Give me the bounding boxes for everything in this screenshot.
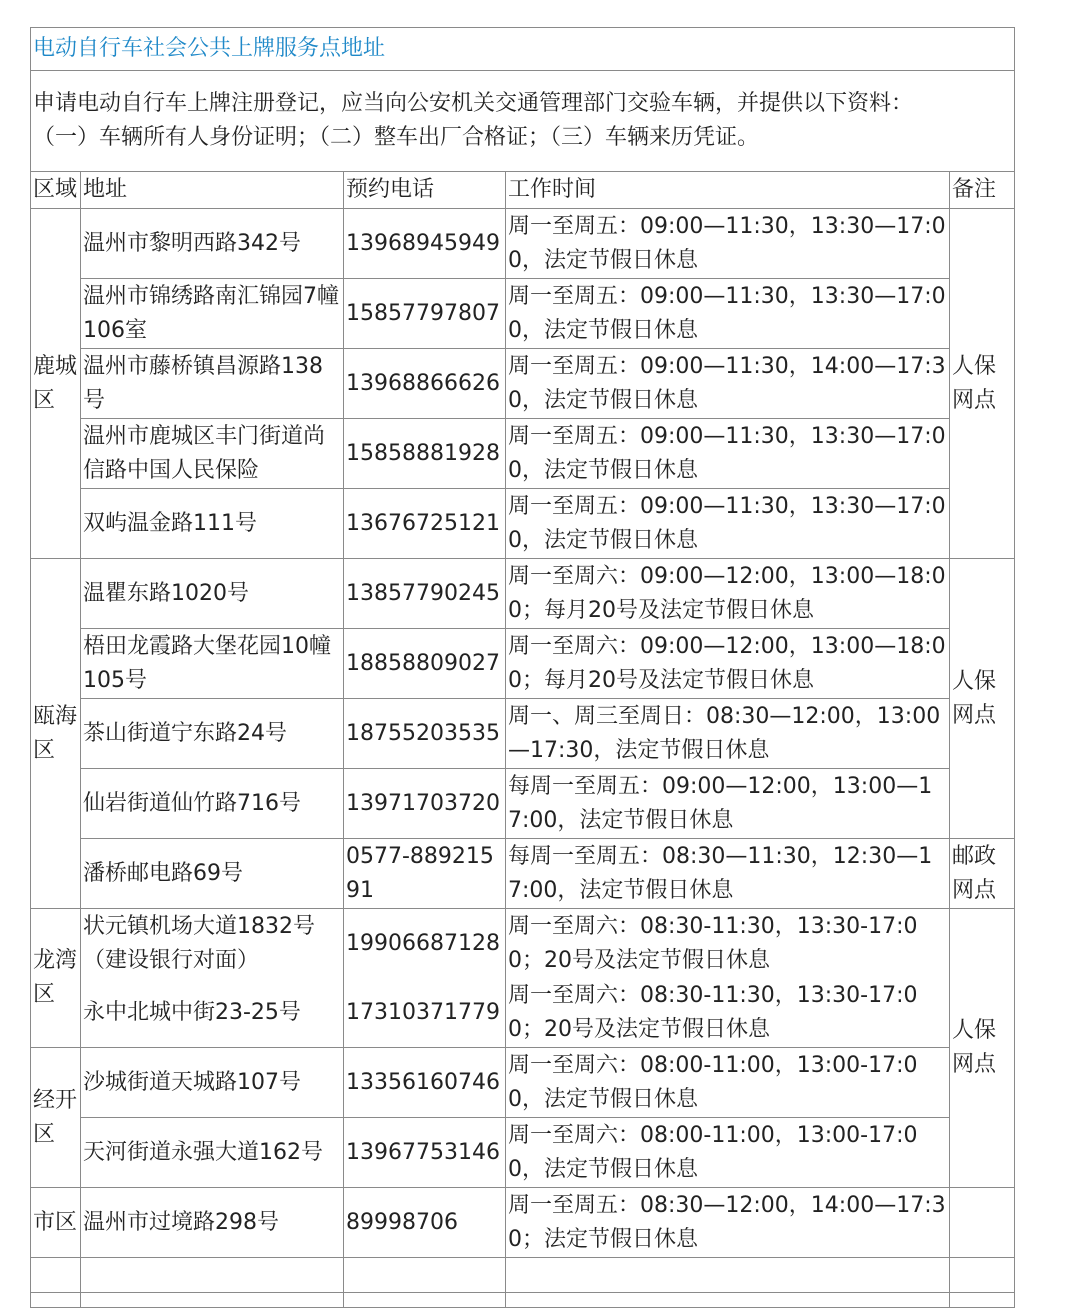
note-cell: 人保网点 <box>950 909 1015 1188</box>
note-cell: 邮政网点 <box>950 839 1015 909</box>
table-row <box>31 699 1015 769</box>
header-note: 备注 <box>950 172 1015 209</box>
hours-cell: 周一、周三至周日：08:30—12:00，13:00—17:30，法定节假日休息 <box>506 699 950 769</box>
region-cell: 经开区 <box>31 1048 81 1188</box>
address-cell: 双屿温金路111号 <box>81 489 344 559</box>
table-row <box>31 349 1015 419</box>
table-row <box>31 559 1015 629</box>
service-points-table <box>30 27 1015 1308</box>
table-row <box>31 419 1015 489</box>
hours-cell: 周一至周六：08:00-11:00，13:00-17:00，法定节假日休息 <box>506 1118 950 1188</box>
table-row <box>31 1048 1015 1118</box>
table-row <box>31 909 1015 979</box>
note-cell: 人保网点 <box>950 209 1015 559</box>
table-row <box>31 978 1015 1048</box>
address-cell: 状元镇机场大道1832号（建设银行对面） <box>81 909 344 979</box>
note-cell: 人保网点 <box>950 559 1015 839</box>
address-cell: 天河街道永强大道162号 <box>81 1118 344 1188</box>
hours-cell: 周一至周五：09:00—11:30，13:30—17:00，法定节假日休息 <box>506 419 950 489</box>
phone-cell: 13968866626 <box>344 349 506 419</box>
phone-cell: 18755203535 <box>344 699 506 769</box>
hours-cell: 周一至周五：09:00—11:30，13:30—17:00，法定节假日休息 <box>506 279 950 349</box>
empty-row <box>31 1258 1015 1293</box>
hours-cell: 周一至周六：09:00—12:00，13:00—18:00；每月20号及法定节假日休息 <box>506 559 950 629</box>
region-cell: 龙湾区 <box>31 909 81 1048</box>
phone-cell: 13968945949 <box>344 209 506 279</box>
phone-cell: 18858809027 <box>344 629 506 699</box>
note-cell <box>950 1188 1015 1258</box>
hours-cell: 周一至周五：09:00—11:30，13:30—17:00，法定节假日休息 <box>506 209 950 279</box>
table-row <box>31 209 1015 279</box>
phone-cell: 13356160746 <box>344 1048 506 1118</box>
address-cell: 温州市鹿城区丰门街道尚信路中国人民保险 <box>81 419 344 489</box>
phone-cell: 13857790245 <box>344 559 506 629</box>
region-cell: 鹿城区 <box>31 209 81 559</box>
hours-cell: 周一至周五：09:00—11:30，13:30—17:00，法定节假日休息 <box>506 489 950 559</box>
table-row <box>31 489 1015 559</box>
table-row <box>31 1188 1015 1258</box>
phone-cell: 13967753146 <box>344 1118 506 1188</box>
phone-cell: 0577-88921591 <box>344 839 506 909</box>
address-cell: 温州市锦绣路南汇锦园7幢106室 <box>81 279 344 349</box>
phone-cell: 19906687128 <box>344 909 506 979</box>
table-row <box>31 769 1015 839</box>
address-cell: 温州市藤桥镇昌源路138号 <box>81 349 344 419</box>
address-cell: 仙岩街道仙竹路716号 <box>81 769 344 839</box>
hours-cell: 每周一至周五：08:30—11:30，12:30—17:00，法定节假日休息 <box>506 839 950 909</box>
address-cell: 茶山街道宁东路24号 <box>81 699 344 769</box>
hours-cell: 每周一至周五：09:00—12:00，13:00—17:00，法定节假日休息 <box>506 769 950 839</box>
address-cell: 潘桥邮电路69号 <box>81 839 344 909</box>
table-row <box>31 279 1015 349</box>
header-address: 地址 <box>81 172 344 209</box>
header-region: 区域 <box>31 172 81 209</box>
address-cell: 温州市过境路298号 <box>81 1188 344 1258</box>
phone-cell: 15857797807 <box>344 279 506 349</box>
hours-cell: 周一至周六：08:30-11:30，13:30-17:00；20号及法定节假日休息 <box>506 978 950 1048</box>
phone-cell: 17310371779 <box>344 978 506 1048</box>
address-cell: 温瞿东路1020号 <box>81 559 344 629</box>
region-cell: 市区 <box>31 1188 81 1258</box>
intro-line-1: 申请电动自行车上牌注册登记，应当向公安机关交通管理部门交验车辆，并提供以下资料： <box>33 91 914 116</box>
phone-cell: 13971703720 <box>344 769 506 839</box>
service-points-page <box>30 27 1014 1308</box>
intro-text <box>31 71 1015 172</box>
region-cell: 瓯海区 <box>31 559 81 909</box>
hours-cell: 周一至周六：08:30-11:30，13:30-17:00；20号及法定节假日休息 <box>506 909 950 979</box>
phone-cell: 15858881928 <box>344 419 506 489</box>
address-cell: 永中北城中街23-25号 <box>81 978 344 1048</box>
hours-cell: 周一至周五：09:00—11:30，14:00—17:30，法定节假日休息 <box>506 349 950 419</box>
intro-line-2: （一）车辆所有人身份证明；（二）整车出厂合格证；（三）车辆来历凭证。 <box>33 125 760 150</box>
header-hours: 工作时间 <box>506 172 950 209</box>
hours-cell: 周一至周六：08:00-11:00，13:00-17:00，法定节假日休息 <box>506 1048 950 1118</box>
address-cell: 沙城街道天城路107号 <box>81 1048 344 1118</box>
hours-cell: 周一至周六：09:00—12:00，13:00—18:00；每月20号及法定节假日休息 <box>506 629 950 699</box>
hours-cell: 周一至周五：08:30—12:00，14:00—17:30；法定节假日休息 <box>506 1188 950 1258</box>
phone-cell: 89998706 <box>344 1188 506 1258</box>
header-row <box>31 172 1015 209</box>
table-row <box>31 839 1015 909</box>
table-row <box>31 1118 1015 1188</box>
table-row <box>31 629 1015 699</box>
table-title: 电动自行车社会公共上牌服务点地址 <box>31 28 1015 71</box>
address-cell: 梧田龙霞路大堡花园10幢105号 <box>81 629 344 699</box>
header-phone: 预约电话 <box>344 172 506 209</box>
address-cell: 温州市黎明西路342号 <box>81 209 344 279</box>
phone-cell: 13676725121 <box>344 489 506 559</box>
empty-row <box>31 1293 1015 1308</box>
